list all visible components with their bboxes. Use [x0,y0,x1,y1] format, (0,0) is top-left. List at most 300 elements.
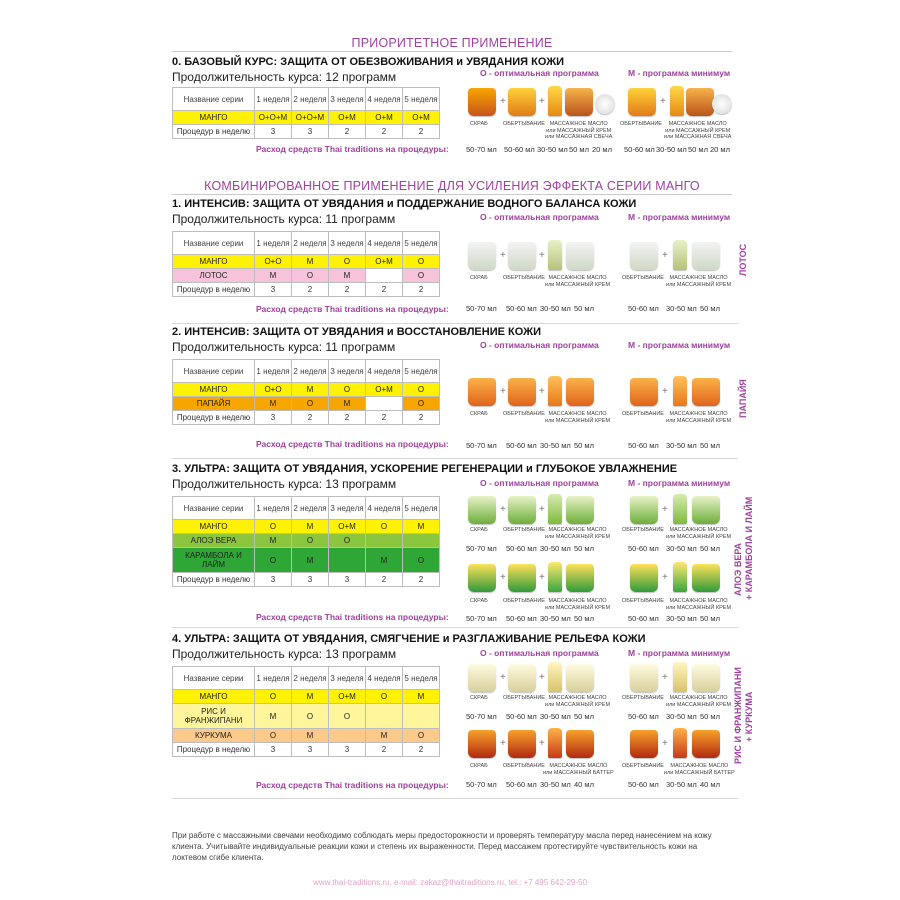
week-header: 3 неделя [329,497,366,520]
week-header: 2 неделя [292,497,329,520]
series-name: МАНГО [173,111,255,125]
table-cell: 2 [329,411,366,425]
massage-cream-icon [566,496,594,524]
week-header: 1 неделя [255,88,292,111]
table-cell: М [292,255,329,269]
volume: 50-70 мл [466,712,497,721]
massage-oil-icon [670,86,684,116]
header-underline [172,51,732,52]
table-cell: М [255,269,292,283]
table-cell: М [255,397,292,411]
volume: 20 мл [592,145,612,154]
table-cell: О [403,255,440,269]
wrap-product-icon [630,664,658,692]
plus-icon: + [500,672,506,683]
table-row [173,255,440,269]
procedures-row [173,411,440,425]
plus-icon: + [662,250,668,261]
volume: 50-70 мл [466,441,497,450]
week-header: 5 неделя [403,88,440,111]
week-header: 4 неделя [366,667,403,690]
product-label: ОБЕРТЫВАНИЕ [622,695,664,701]
table-cell [366,269,403,283]
plus-icon: + [539,386,545,397]
volume: 30-50 мл [666,441,697,450]
volume: 50-60 мл [506,614,537,623]
volume: 50-70 мл [466,780,497,789]
product-label: ОБЕРТЫВАНИЕ [622,275,664,281]
wrap-product-icon [630,730,658,758]
table-cell: 2 [292,283,329,297]
table-row [173,383,440,397]
volume: 50-60 мл [506,780,537,789]
volume: 30-50 мл [666,780,697,789]
volume: 50 мл [574,304,594,313]
minimum-label: М - программа минимум [628,340,731,350]
product-label: ОБЕРТЫВАНИЕ [622,763,664,769]
plus-icon: + [539,250,545,261]
header-combined: КОМБИНИРОВАННОЕ ПРИМЕНЕНИЕ ДЛЯ УСИЛЕНИЯ ЭФФЕКТА СЕРИИ МАНГО [204,179,700,193]
wrap-product-icon [508,730,536,758]
procedures-label: Процедур в неделю [173,125,255,139]
massage-cream-icon [692,378,720,406]
procedures-label: Процедур в неделю [173,283,255,297]
table-cell: О [403,269,440,283]
table-row [173,520,440,534]
table-cell [403,534,440,548]
volume: 50-60 мл [506,304,537,313]
week-header: 5 неделя [403,232,440,255]
series-name: ПАПАЙЯ [173,397,255,411]
product-label: СКРАБ [470,763,488,769]
week-header: 5 неделя [403,360,440,383]
wrap-product-icon [508,88,536,116]
table-cell [329,729,366,743]
procedures-label: Процедур в неделю [173,743,255,757]
series-name: ЛОТОС [173,269,255,283]
table-cell: О+О+М [255,111,292,125]
volume: 50-60 мл [504,145,535,154]
optimal-label: О - оптимальная программа [480,212,599,222]
product-label: СКРАБ [470,527,488,533]
wrap-product-icon [508,564,536,592]
table-cell: 2 [366,411,403,425]
massage-butter-icon [566,730,594,758]
massage-oil-icon [548,240,562,270]
table-cell [366,704,403,729]
volume: 30-50 мл [666,614,697,623]
massage-oil-icon [673,662,687,692]
week-header: 1 неделя [255,497,292,520]
volume: 50-60 мл [628,780,659,789]
table-cell: О+М [329,111,366,125]
table-header-row [173,667,440,690]
wrap-product-icon [508,664,536,692]
volume: 50 мл [574,614,594,623]
table-cell: 2 [403,743,440,757]
table-cell: М [329,397,366,411]
plus-icon: + [660,96,666,107]
wrap-product-icon [630,378,658,406]
massage-cream-icon [692,564,720,592]
product-label: МАССАЖНОЕ МАСЛО или МАССАЖНЫЙ КРЕМ [666,527,732,540]
series-name-header: Название серии [173,232,255,255]
footer-contacts: www.thai-traditions.ru, e-mail: zakaz@thaitraditions.ru, tel.: +7 495 642-29-50 [313,878,587,887]
wrap-product-icon [628,88,656,116]
table-cell: О [255,520,292,534]
massage-cream-icon [565,88,593,116]
side-label: ЛОТОС [738,243,748,276]
scrub-product-icon [468,496,496,524]
schedule-table [172,231,440,297]
table-cell: О [255,548,292,573]
plus-icon: + [662,672,668,683]
volume: 30-50 мл [540,614,571,623]
table-cell: О+М [366,111,403,125]
volume: 50-70 мл [466,145,497,154]
table-cell: М [255,704,292,729]
scrub-product-icon [468,378,496,406]
header-underline [172,194,732,195]
wrap-product-icon [508,378,536,406]
product-label: ОБЕРТЫВАНИЕ [503,598,545,604]
week-header: 4 неделя [366,360,403,383]
massage-oil-icon [673,728,687,758]
series-name-header: Название серии [173,497,255,520]
volume: 30-50 мл [666,304,697,313]
week-header: 4 неделя [366,497,403,520]
plus-icon: + [539,572,545,583]
series-name: МАНГО [173,255,255,269]
table-cell: 3 [292,125,329,139]
schedule-table [172,87,440,139]
table-cell: 3 [329,743,366,757]
table-cell: 2 [403,573,440,587]
table-cell: О [329,704,366,729]
product-label: МАССАЖНОЕ МАСЛО или МАССАЖНЫЙ КРЕМ [666,411,732,424]
table-cell: 2 [403,125,440,139]
table-cell: 2 [366,125,403,139]
product-label: СКРАБ [470,411,488,417]
optimal-label: О - оптимальная программа [480,68,599,78]
wrap-product-icon [508,496,536,524]
table-cell: 2 [366,743,403,757]
plus-icon: + [662,738,668,749]
series-name: МАНГО [173,383,255,397]
series-name: МАНГО [173,520,255,534]
section-title: 0. БАЗОВЫЙ КУРС: ЗАЩИТА ОТ ОБЕЗВОЖИВАНИЯ и УВЯДАНИЯ КОЖИ [172,56,565,68]
volume: 50-60 мл [628,712,659,721]
scrub-product-icon [468,730,496,758]
volume: 30-50 мл [540,441,571,450]
volume: 50 мл [700,441,720,450]
section-duration: Продолжительность курса: 12 программ [172,70,397,84]
table-cell: 2 [292,411,329,425]
table-cell: 3 [255,411,292,425]
week-header: 5 неделя [403,497,440,520]
schedule-table [172,666,440,757]
product-label: МАССАЖНОЕ МАСЛО или МАССАЖНЫЙ КРЕМ [666,275,732,288]
rashod-label: Расход средств Thai traditions на процедуры: [256,439,449,449]
procedures-label: Процедур в неделю [173,411,255,425]
massage-candle-icon [712,94,732,114]
series-name-header: Название серии [173,667,255,690]
table-cell: О [403,383,440,397]
massage-cream-icon [566,242,594,270]
plus-icon: + [539,738,545,749]
table-cell: М [366,729,403,743]
table-cell: М [366,548,403,573]
plus-icon: + [500,250,506,261]
table-cell: М [403,690,440,704]
massage-cream-icon [692,242,720,270]
volume: 30-50 мл [666,712,697,721]
side-label: РИС И ФРАНЖИПАНИ [733,667,743,764]
volume: 50 мл [574,712,594,721]
product-label: СКРАБ [470,275,488,281]
massage-oil-icon [673,376,687,406]
schedule-table [172,496,440,587]
table-cell: О [292,397,329,411]
series-name: КУРКУМА [173,729,255,743]
table-cell: 2 [366,573,403,587]
massage-oil-icon [548,494,562,524]
volume: 50-60 мл [628,614,659,623]
table-cell: 2 [366,283,403,297]
table-cell: О+М [329,690,366,704]
series-name: МАНГО [173,690,255,704]
massage-cream-icon [692,664,720,692]
rashod-label: Расход средств Thai traditions на процедуры: [256,144,449,154]
product-label: ОБЕРТЫВАНИЕ [620,121,662,127]
table-cell: О [292,704,329,729]
table-cell: М [292,729,329,743]
procedures-row [173,125,440,139]
header-priority: ПРИОРИТЕТНОЕ ПРИМЕНЕНИЕ [351,36,553,50]
table-cell: М [329,269,366,283]
table-cell: О [403,397,440,411]
table-row [173,704,440,729]
optimal-label: О - оптимальная программа [480,648,599,658]
massage-oil-icon [548,86,562,116]
table-cell: 2 [329,283,366,297]
scrub-product-icon [468,88,496,116]
table-cell: М [292,548,329,573]
rashod-label: Расход средств Thai traditions на процедуры: [256,304,449,314]
plus-icon: + [539,672,545,683]
plus-icon: + [539,96,545,107]
volume: 50 мл [574,544,594,553]
massage-oil-icon [548,728,562,758]
table-cell: 3 [255,125,292,139]
plus-icon: + [500,96,506,107]
optimal-label: О - оптимальная программа [480,340,599,350]
week-header: 5 неделя [403,667,440,690]
wrap-product-icon [508,242,536,270]
product-label: СКРАБ [470,121,488,127]
minimum-label: М - программа минимум [628,68,731,78]
table-cell: М [255,534,292,548]
table-row [173,534,440,548]
table-cell: М [292,520,329,534]
table-row [173,111,440,125]
volume: 50-60 мл [506,712,537,721]
product-label: МАССАЖНОЕ МАСЛО или МАССАЖНЫЙ КРЕМ [666,695,732,708]
safety-note: При работе с массажными свечами необходимо соблюдать меры предосторожности и проверять температуру масла перед нанесением на кожу клиента. Учитывайте индивидуальные реакции кожи и степень их выраженности. Перед массажем протестируйте чувствительность кожи на локтевом сгибе клиента. [172,831,712,862]
product-label: МАССАЖНОЕ МАСЛО или МАССАЖНЫЙ БАТТЕР [543,763,614,776]
massage-oil-icon [673,240,687,270]
product-label: СКРАБ [470,598,488,604]
massage-candle-icon [595,94,615,114]
table-cell: О [329,383,366,397]
massage-cream-icon [686,88,714,116]
product-label: ОБЕРТЫВАНИЕ [503,695,545,701]
rashod-label: Расход средств Thai traditions на процедуры: [256,612,449,622]
table-cell: О [255,690,292,704]
table-row [173,690,440,704]
product-label: ОБЕРТЫВАНИЕ [503,411,545,417]
massage-oil-icon [673,494,687,524]
table-cell: М [292,690,329,704]
table-cell: О [329,534,366,548]
table-row [173,729,440,743]
table-cell: 3 [255,573,292,587]
product-label: МАССАЖНОЕ МАСЛО или МАССАЖНЫЙ КРЕМ [545,695,611,708]
product-label: ОБЕРТЫВАНИЕ [503,121,545,127]
week-header: 3 неделя [329,360,366,383]
volume: 50-60 мл [628,544,659,553]
table-cell: О [292,269,329,283]
volume: 30-50 мл [540,544,571,553]
wrap-product-icon [630,496,658,524]
product-label: ОБЕРТЫВАНИЕ [622,598,664,604]
volume: 50-60 мл [506,441,537,450]
volume: 30-50 мл [537,145,568,154]
procedures-row [173,283,440,297]
scrub-product-icon [468,664,496,692]
volume: 50 мл [700,712,720,721]
product-label: МАССАЖНОЕ МАСЛО или МАССАЖНЫЙ КРЕМ или МАССАЖНАЯ СВЕЧА [545,121,613,140]
series-name-header: Название серии [173,88,255,111]
table-cell: 2 [403,411,440,425]
volume: 50 мл [700,544,720,553]
table-cell [329,548,366,573]
wrap-product-icon [630,242,658,270]
section-duration: Продолжительность курса: 13 программ [172,477,397,491]
week-header: 1 неделя [255,232,292,255]
table-header-row [173,88,440,111]
massage-cream-icon [566,564,594,592]
section-divider [172,323,738,324]
massage-oil-icon [673,562,687,592]
week-header: 2 неделя [292,667,329,690]
volume: 50-70 мл [466,304,497,313]
table-cell: 3 [292,573,329,587]
plus-icon: + [500,572,506,583]
table-cell: О [366,520,403,534]
product-label: МАССАЖНОЕ МАСЛО или МАССАЖНЫЙ КРЕМ [545,598,611,611]
week-header: 2 неделя [292,88,329,111]
volume: 20 мл [710,145,730,154]
side-label: ПАПАЙЯ [738,379,748,418]
volume: 50-60 мл [506,544,537,553]
week-header: 4 неделя [366,232,403,255]
wrap-product-icon [630,564,658,592]
table-cell: М [292,383,329,397]
table-cell: О [403,548,440,573]
volume: 30-50 мл [540,304,571,313]
volume: 30-50 мл [666,544,697,553]
series-name: РИС И ФРАНЖИПАНИ [173,704,255,729]
product-label: МАССАЖНОЕ МАСЛО или МАССАЖНЫЙ КРЕМ [666,598,732,611]
massage-oil-icon [548,662,562,692]
side-label: + КАРАМБОЛА И ЛАЙМ [744,496,754,600]
schedule-table [172,359,440,425]
product-label: МАССАЖНОЕ МАСЛО или МАССАЖНЫЙ КРЕМ [545,411,611,424]
table-cell: О [403,729,440,743]
rashod-label: Расход средств Thai traditions на процедуры: [256,780,449,790]
table-cell: О+М [329,520,366,534]
week-header: 3 неделя [329,667,366,690]
volume: 50-60 мл [628,441,659,450]
plus-icon: + [662,386,668,397]
product-label: МАССАЖНОЕ МАСЛО или МАССАЖНЫЙ КРЕМ [545,527,611,540]
table-cell: О [329,255,366,269]
plus-icon: + [662,504,668,515]
minimum-label: М - программа минимум [628,478,731,488]
table-header-row [173,232,440,255]
volume: 50-70 мл [466,614,497,623]
volume: 50 мл [574,441,594,450]
product-label: МАССАЖНОЕ МАСЛО или МАССАЖНЫЙ БАТТЕР [664,763,735,776]
massage-oil-icon [548,376,562,406]
table-cell: 3 [255,283,292,297]
section-title: 3. УЛЬТРА: ЗАЩИТА ОТ УВЯДАНИЯ, УСКОРЕНИЕ РЕГЕНЕРАЦИИ и ГЛУБОКОЕ УВЛАЖНЕНИЕ [172,463,678,475]
table-cell: О+О [255,383,292,397]
massage-cream-icon [692,496,720,524]
volume: 30-50 мл [540,780,571,789]
product-label: СКРАБ [470,695,488,701]
plus-icon: + [500,504,506,515]
table-cell: О+М [403,111,440,125]
section-title: 4. УЛЬТРА: ЗАЩИТА ОТ УВЯДАНИЯ, СМЯГЧЕНИЕ и РАЗГЛАЖИВАНИЕ РЕЛЬЕФА КОЖИ [172,633,646,645]
product-label: ОБЕРТЫВАНИЕ [503,527,545,533]
volume: 50-60 мл [624,145,655,154]
table-cell: М [403,520,440,534]
volume: 50-60 мл [628,304,659,313]
section-duration: Продолжительность курса: 11 программ [172,212,396,226]
plus-icon: + [500,738,506,749]
table-cell: 2 [403,283,440,297]
volume: 50 мл [688,145,708,154]
procedures-label: Процедур в неделю [173,573,255,587]
procedures-row [173,743,440,757]
side-label: + КУРКУМА [744,691,754,742]
plus-icon: + [539,504,545,515]
week-header: 2 неделя [292,360,329,383]
product-label: ОБЕРТЫВАНИЕ [622,527,664,533]
table-row [173,548,440,573]
minimum-label: М - программа минимум [628,212,731,222]
massage-oil-icon [548,562,562,592]
table-row [173,397,440,411]
product-label: МАССАЖНОЕ МАСЛО или МАССАЖНЫЙ КРЕМ [545,275,611,288]
scrub-product-icon [468,564,496,592]
product-label: МАССАЖНОЕ МАСЛО или МАССАЖНЫЙ КРЕМ или МАССАЖНАЯ СВЕЧА [664,121,732,140]
section-divider [172,458,738,459]
table-cell: О+О [255,255,292,269]
optimal-label: О - оптимальная программа [480,478,599,488]
